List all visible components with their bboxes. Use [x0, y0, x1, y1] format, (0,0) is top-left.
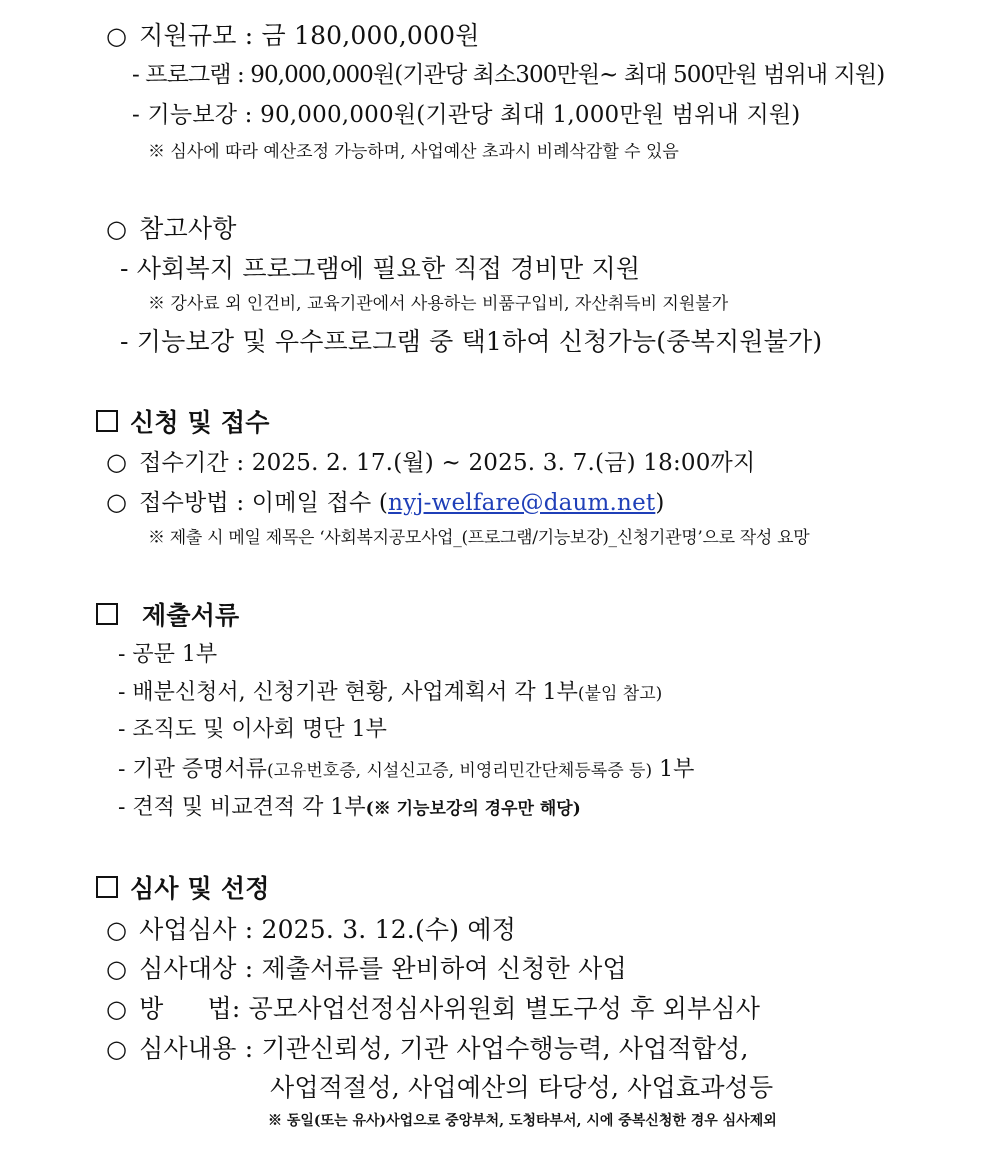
square-box-icon	[96, 603, 118, 625]
review-heading	[96, 876, 270, 901]
review-schedule-line	[106, 917, 516, 942]
application-note: ※ 제출 시 메일 제목은 ‘사회복지공모사업_(프로그램/기능보강)_신청기관명’으로 작성 요망	[148, 528, 810, 548]
circle-bullet-icon: ○	[106, 488, 128, 516]
application-method-suffix: )	[655, 490, 665, 516]
review-method-label-a: 방	[139, 994, 164, 1023]
support-function-line: - 기능보강 : 90,000,000원(기관당 최대 1,000만원 범위내 지원)	[132, 102, 801, 128]
circle-bullet-icon: ○	[106, 1035, 128, 1063]
documents-item-2-small: (붙임 참고)	[577, 684, 663, 704]
circle-bullet-icon: ○	[106, 448, 128, 476]
support-scale-text: 지원규모 : 금 180,000,000원	[139, 21, 480, 50]
support-note: ※ 심사에 따라 예산조정 가능하며, 사업예산 초과시 비례삭감할 수 있음	[148, 142, 679, 162]
review-method-rest: : 공모사업선정심사위원회 별도구성 후 외부심사	[231, 994, 761, 1023]
documents-item-4	[118, 759, 694, 781]
application-period-line	[106, 450, 755, 475]
circle-bullet-icon: ○	[106, 22, 128, 50]
support-scale-line	[106, 23, 480, 48]
circle-bullet-icon: ○	[106, 215, 128, 243]
circle-bullet-icon: ○	[106, 995, 128, 1023]
email-link[interactable]: nyj-welfare@daum.net	[388, 490, 656, 516]
application-method-prefix: 접수방법 : 이메일 접수 (	[139, 490, 389, 516]
documents-item-5-bold: (※ 기능보강의 경우만 해당)	[365, 799, 581, 819]
reference-item-2: - 기능보강 및 우수프로그램 중 택1하여 신청가능(중복지원불가)	[120, 327, 823, 356]
review-target-line	[106, 956, 627, 981]
review-schedule-text: 사업심사 : 2025. 3. 12.(수) 예정	[139, 915, 517, 944]
review-method-line	[106, 996, 760, 1021]
review-heading-text: 심사 및 선정	[130, 874, 270, 903]
documents-item-4-small: (고유번호증, 시설신고증, 비영리민간단체등록증 등)	[266, 761, 653, 781]
square-box-icon	[96, 410, 118, 432]
documents-item-1: - 공문 1부	[118, 642, 218, 667]
application-heading-text: 신청 및 접수	[130, 408, 270, 437]
documents-item-4-main: - 기관 증명서류	[118, 757, 267, 782]
documents-item-3: - 조직도 및 이사회 명단 1부	[118, 717, 387, 742]
application-method-line	[106, 490, 665, 515]
reference-item-1: - 사회복지 프로그램에 필요한 직접 경비만 지원	[120, 254, 641, 283]
documents-item-2-main: - 배분신청서, 신청기관 현황, 사업계획서 각 1부	[118, 680, 578, 705]
application-heading	[96, 410, 270, 435]
review-method-label-b: 법	[207, 994, 232, 1023]
documents-item-5-main: - 견적 및 비교견적 각 1부	[118, 795, 366, 820]
review-content-text: 심사내용 : 기관신뢰성, 기관 사업수행능력, 사업적합성,	[139, 1034, 749, 1063]
circle-bullet-icon: ○	[106, 955, 128, 983]
review-content-line	[106, 1036, 749, 1061]
documents-heading-text: 제출서류	[142, 601, 240, 630]
support-program-line: - 프로그램 : 90,000,000원(기관당 최소300만원~ 최대 500만원 범위내 지원)	[132, 62, 885, 88]
reference-title: 참고사항	[139, 214, 237, 243]
square-box-icon	[96, 876, 118, 898]
documents-item-4-tail: 1부	[652, 757, 695, 782]
documents-heading	[96, 603, 239, 628]
circle-bullet-icon: ○	[106, 916, 128, 944]
review-note: ※ 동일(또는 유사)사업으로 중앙부처, 도청타부서, 시에 중복신청한 경우 심사제외	[268, 1113, 777, 1129]
application-period-text: 접수기간 : 2025. 2. 17.(월) ~ 2025. 3. 7.(금) 18:00까지	[139, 450, 756, 476]
review-content-line-2: 사업적절성, 사업예산의 타당성, 사업효과성등	[270, 1073, 774, 1102]
review-target-text: 심사대상 : 제출서류를 완비하여 신청한 사업	[139, 954, 627, 983]
reference-note-1: ※ 강사료 외 인건비, 교육기관에서 사용하는 비품구입비, 자산취득비 지원불가	[148, 294, 729, 314]
reference-title-line	[106, 216, 237, 241]
documents-item-5	[118, 797, 581, 819]
documents-item-2	[118, 682, 662, 704]
